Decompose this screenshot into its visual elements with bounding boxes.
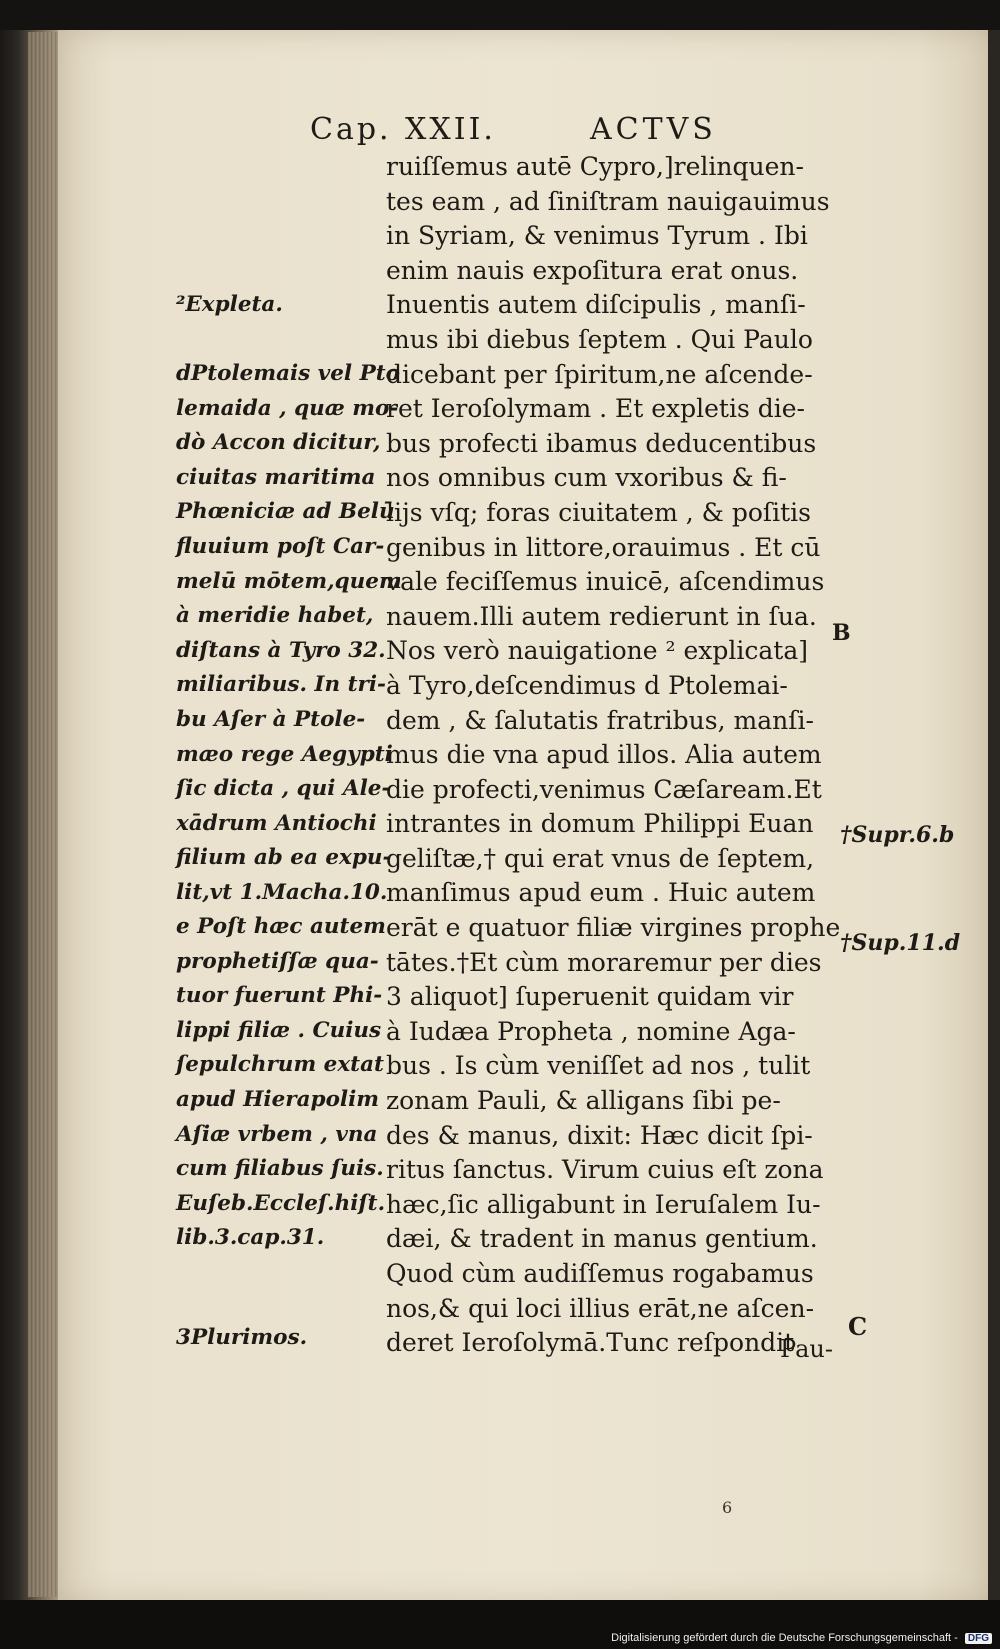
note-line: à meridie habet, xyxy=(176,603,374,629)
margin-note-expleta xyxy=(176,288,396,323)
text-line: vale feciſſemus inuicē, aſcendimus xyxy=(386,567,825,597)
note-line: cum filiabus ſuis. xyxy=(176,1156,384,1182)
text-line: die profecti,venimus Cæſaream.Et xyxy=(386,774,822,804)
text-line: bus . Is cùm veniſſet ad nos , tulit xyxy=(386,1051,811,1081)
cross-reference-supr: †Supr.6.b xyxy=(840,822,955,848)
catchword: Pau- xyxy=(780,1335,833,1363)
text-line: tātes.†Et cùm moraremur per dies xyxy=(386,947,822,977)
text-line: zonam Pauli, & alligans ſibi pe- xyxy=(386,1086,781,1116)
text-line: mus die vna apud illos. Alia autem xyxy=(386,740,822,770)
text-line: Nos verò nauigatione ² explicata] xyxy=(386,636,808,666)
note-line: ²Expleta. xyxy=(176,292,283,317)
text-line: enim nauis expoſitura erat onus. xyxy=(386,255,799,285)
text-line: ruiſſemus autē Cypro,]relinquen- xyxy=(386,152,804,181)
note-line: melū mōtem,quem xyxy=(176,568,402,594)
chapter-label: Cap. xyxy=(310,112,392,147)
note-line: ſic dicta , qui Ale- xyxy=(176,776,391,802)
text-line: deret Ieroſolymā.Tunc reſpondit xyxy=(386,1328,795,1358)
note-line: miliaribus. In tri- xyxy=(176,672,386,698)
note-line: 3Plurimos. xyxy=(176,1325,308,1350)
text-line: à Iudæa Propheta , nomine Aga- xyxy=(386,1016,796,1046)
margin-note-ptolemais xyxy=(176,357,402,911)
note-line: Aſiæ vrbem , vna xyxy=(176,1121,378,1147)
chapter-number: XXII. xyxy=(405,112,496,147)
margin-note-plurimos xyxy=(176,1321,396,1356)
text-line: 3 aliquot] ſuperuenit quidam vir xyxy=(386,982,794,1012)
text-line: hæc,ſic alligabunt in Ieruſalem Iu- xyxy=(386,1189,821,1219)
note-line: e Poſt hæc autem xyxy=(176,914,386,939)
text-line: geliſtæ,† qui erat vnus de ſeptem, xyxy=(386,843,815,873)
text-line: in Syriam, & venimus Tyrum . Ibi xyxy=(386,221,808,251)
dfg-logo: DFG xyxy=(965,1633,992,1644)
text-line: bus profecti ibamus deducentibus xyxy=(386,428,817,458)
note-line: fluuium poſt Car- xyxy=(176,533,385,559)
text-line: dicebant per ſpiritum,ne aſcende- xyxy=(386,359,813,389)
note-line: Euſeb.Eccleſ.hiſt. xyxy=(176,1190,386,1216)
note-line: lib.3.cap.31. xyxy=(176,1225,325,1251)
text-line: genibus in littore,orauimus . Et cū xyxy=(386,532,821,562)
note-line: apud Hierapolim xyxy=(176,1086,379,1112)
note-line: lemaida , quæ mo- xyxy=(176,395,399,421)
signature-mark: 6 xyxy=(722,1498,733,1517)
text-line: erāt e quatuor filiæ virgines prophe xyxy=(386,913,841,943)
digitization-credit xyxy=(611,1632,992,1644)
note-line: tuor fuerunt Phi- xyxy=(176,983,383,1009)
note-line: filium ab ea expu- xyxy=(176,845,392,871)
text-line: nauem.Illi autem redierunt in ſua. xyxy=(386,601,817,631)
note-line: ſepulchrum extat xyxy=(176,1052,384,1078)
credit-text: Digitalisierung gefördert durch die Deutsche Forschungsgemeinschaft - xyxy=(611,1632,958,1644)
scan-top-border xyxy=(0,0,1000,30)
text-line: nos omnibus cum vxoribus & fi- xyxy=(386,463,787,493)
text-line: à Tyro,deſcendimus d Ptolemai- xyxy=(386,670,788,700)
note-line: dPtolemais vel Pto xyxy=(176,361,401,386)
text-line: manſimus apud eum . Huic autem xyxy=(386,878,816,908)
text-line: lijs vſq; foras ciuitatem , & poſitis xyxy=(386,497,812,527)
text-line: Inuentis autem diſcipulis , manſi- xyxy=(386,290,806,320)
text-line: nos,& qui loci illius erāt,ne aſcen- xyxy=(386,1293,815,1323)
note-line: mæo rege Aegypti xyxy=(176,741,393,767)
text-line: tes eam , ad ſiniſtram nauigauimus xyxy=(386,186,830,216)
note-line: bu Aſer à Ptole- xyxy=(176,706,366,732)
margin-note-prophetissae xyxy=(176,910,396,1256)
text-line: dæi, & tradent in manus gentium. xyxy=(386,1224,818,1254)
text-line: intrantes in domum Philippi Euan xyxy=(386,809,814,839)
text-line: dem , & ſalutatis fratribus, manſi- xyxy=(386,705,814,735)
text-line: des & manus, dixit: Hæc dicit ſpi- xyxy=(386,1120,813,1150)
note-line: dò Accon dicitur, xyxy=(176,430,381,456)
note-line: lippi filiæ . Cuius xyxy=(176,1017,382,1043)
text-line: ritus ſanctus. Virum cuius eſt zona xyxy=(386,1155,824,1185)
text-line: Quod cùm audiſſemus rogabamus xyxy=(386,1259,814,1288)
note-line: xādrum Antiochi xyxy=(176,810,377,836)
book-title: ACTVS xyxy=(590,112,717,147)
note-line: lit,vt 1.Macha.10. xyxy=(176,879,388,905)
note-line: ciuitas maritima xyxy=(176,464,376,490)
text-line: ret Ieroſolymam . Et expletis die- xyxy=(386,394,805,424)
margin-letter-c: C xyxy=(848,1312,868,1341)
scan-right-border xyxy=(988,30,1000,1602)
note-line: Phœniciæ ad Belū xyxy=(176,499,395,525)
cross-reference-sup: †Sup.11.d xyxy=(840,930,961,956)
note-line: diſtans à Tyro 32. xyxy=(176,637,386,663)
main-text-column xyxy=(386,150,841,1361)
note-line: prophetiſſæ qua- xyxy=(176,948,379,974)
margin-letter-b: B xyxy=(832,620,851,646)
text-line: mus ibi diebus ſeptem . Qui Paulo xyxy=(386,324,813,354)
